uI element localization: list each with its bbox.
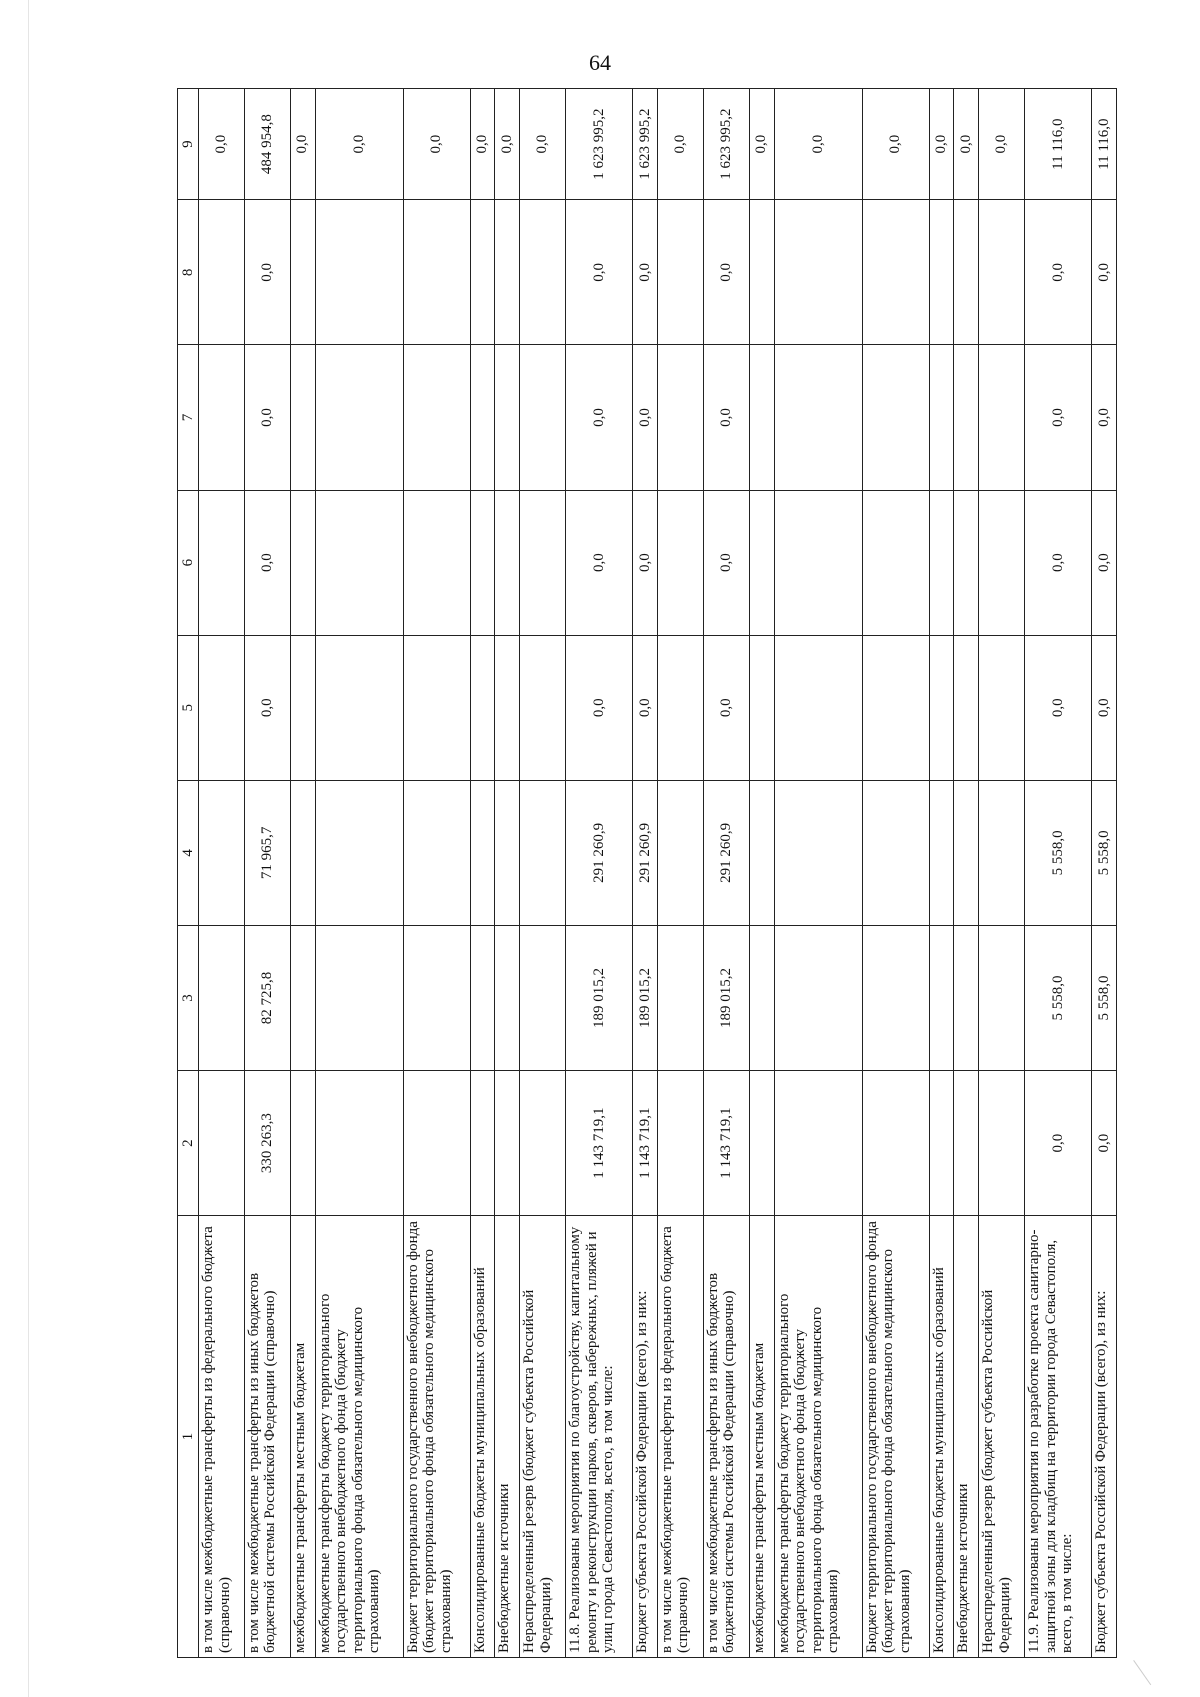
table-cell (657, 635, 703, 780)
table-cell: 1 623 995,2 (703, 89, 749, 200)
table-row (566, 89, 633, 1658)
table-cell (774, 780, 862, 925)
table-cell: 1 143 719,1 (703, 1071, 749, 1216)
table-cell (520, 490, 566, 635)
table-row (703, 89, 749, 1658)
row-label: межбюджетные трансферты бюджету территориального государственного внебюджетного фонда (бюджету территориального фонда обязательного медицинского страхования) (315, 1216, 403, 1658)
table-cell (929, 780, 954, 925)
table-cell (403, 780, 470, 925)
table-cell: 0,0 (954, 89, 979, 200)
table-cell (495, 1071, 520, 1216)
row-label: в том числе межбюджетные трансферты из федерального бюджета (справочно) (199, 1216, 245, 1658)
table-cell (954, 345, 979, 490)
column-header: 2 (178, 1071, 199, 1216)
row-label: в том числе межбюджетные трансферты из иных бюджетов бюджетной системы Российской Федерации (справочно) (703, 1216, 749, 1658)
table-cell: 0,0 (403, 89, 470, 200)
table-cell (199, 1071, 245, 1216)
table-cell: 5 558,0 (1025, 780, 1092, 925)
table-row (1025, 89, 1092, 1658)
table-row (495, 89, 520, 1658)
table-cell (290, 1071, 315, 1216)
table-cell (495, 490, 520, 635)
table-cell: 0,0 (566, 200, 633, 345)
table-cell (862, 345, 929, 490)
table-cell: 0,0 (244, 200, 290, 345)
table-row (244, 89, 290, 1658)
table-cell (749, 925, 774, 1070)
row-label: 11.9. Реализованы мероприятия по разработке проекта санитарно-защитной зоны для кладбищ на территории города Севастополя, всего, в том числе: (1025, 1216, 1092, 1658)
row-label: Внебюджетные источники (495, 1216, 520, 1658)
table-cell (290, 925, 315, 1070)
table-cell (495, 345, 520, 490)
table-cell (520, 925, 566, 1070)
rotated-table-container (177, 88, 1117, 1658)
table-cell (470, 925, 495, 1070)
column-header: 1 (178, 1216, 199, 1658)
table-cell (749, 490, 774, 635)
table-cell: 0,0 (315, 89, 403, 200)
table-cell (749, 635, 774, 780)
table-cell: 0,0 (1092, 490, 1117, 635)
table-cell: 0,0 (566, 490, 633, 635)
table-cell: 0,0 (703, 490, 749, 635)
table-cell (495, 200, 520, 345)
table-cell: 0,0 (1092, 635, 1117, 780)
table-row (979, 89, 1025, 1658)
table-cell: 0,0 (703, 345, 749, 490)
table-row (199, 89, 245, 1658)
table-cell: 0,0 (1092, 200, 1117, 345)
table-row (929, 89, 954, 1658)
table-row (954, 89, 979, 1658)
table-cell: 11 116,0 (1092, 89, 1117, 200)
table-cell: 0,0 (566, 635, 633, 780)
row-label: межбюджетные трансферты местным бюджетам (749, 1216, 774, 1658)
table-cell (199, 635, 245, 780)
table-cell (979, 925, 1025, 1070)
table-cell: 484 954,8 (244, 89, 290, 200)
table-cell: 0,0 (633, 490, 658, 635)
row-label: Консолидированные бюджеты муниципальных образований (470, 1216, 495, 1658)
table-cell: 0,0 (633, 635, 658, 780)
column-header: 6 (178, 490, 199, 635)
table-cell: 5 558,0 (1092, 925, 1117, 1070)
table-cell (929, 490, 954, 635)
row-label: в том числе межбюджетные трансферты из иных бюджетов бюджетной системы Российской Федерации (справочно) (244, 1216, 290, 1658)
table-cell (290, 200, 315, 345)
table-cell (199, 345, 245, 490)
table-cell: 0,0 (1092, 345, 1117, 490)
table-cell (520, 200, 566, 345)
table-cell (315, 925, 403, 1070)
table-cell (862, 490, 929, 635)
table-cell (929, 925, 954, 1070)
scan-artifact (1133, 1643, 1176, 1685)
table-cell (495, 925, 520, 1070)
table-cell (774, 1071, 862, 1216)
table-cell (774, 635, 862, 780)
table-cell (657, 200, 703, 345)
table-cell: 0,0 (244, 635, 290, 780)
table-cell (749, 780, 774, 925)
table-cell (979, 200, 1025, 345)
table-cell (520, 1071, 566, 1216)
table-cell (979, 1071, 1025, 1216)
table-cell (979, 345, 1025, 490)
table-cell (954, 635, 979, 780)
table-cell (199, 925, 245, 1070)
table-cell (657, 490, 703, 635)
table-cell: 0,0 (633, 345, 658, 490)
table-cell: 0,0 (979, 89, 1025, 200)
table-cell (403, 635, 470, 780)
row-label: в том числе межбюджетные трансферты из федерального бюджета (справочно) (657, 1216, 703, 1658)
table-cell (403, 345, 470, 490)
table-cell (954, 1071, 979, 1216)
row-label: Нераспределенный резерв (бюджет субъекта Российской Федерации) (979, 1216, 1025, 1658)
table-header-row (178, 89, 199, 1658)
table-cell (749, 1071, 774, 1216)
table-cell (495, 635, 520, 780)
table-cell: 1 623 995,2 (566, 89, 633, 200)
budget-table (177, 88, 1117, 1658)
table-cell: 5 558,0 (1092, 780, 1117, 925)
table-row (774, 89, 862, 1658)
table-cell (657, 1071, 703, 1216)
table-body (199, 89, 1117, 1658)
table-cell: 0,0 (749, 89, 774, 200)
row-label: Бюджет территориального государственного внебюджетного фонда (бюджет территориального фонда обязательного медицинского страхования) (403, 1216, 470, 1658)
table-cell: 0,0 (1025, 635, 1092, 780)
table-cell: 82 725,8 (244, 925, 290, 1070)
table-cell (199, 780, 245, 925)
table-cell (954, 780, 979, 925)
table-cell: 0,0 (929, 89, 954, 200)
table-cell (929, 345, 954, 490)
table-cell (403, 200, 470, 345)
row-label: Консолидированные бюджеты муниципальных образований (929, 1216, 954, 1658)
table-cell (749, 200, 774, 345)
table-row (520, 89, 566, 1658)
table-cell: 1 623 995,2 (633, 89, 658, 200)
table-cell (520, 635, 566, 780)
table-cell (470, 635, 495, 780)
table-cell (315, 780, 403, 925)
row-label: Бюджет территориального государственного внебюджетного фонда (бюджет территориального фонда обязательного медицинского страхования) (862, 1216, 929, 1658)
table-cell (862, 200, 929, 345)
page-number: 64 (589, 50, 611, 75)
table-cell: 0,0 (290, 89, 315, 200)
table-row (749, 89, 774, 1658)
table-cell (929, 635, 954, 780)
scan-edge (28, 0, 29, 1697)
column-header: 3 (178, 925, 199, 1070)
table-row (862, 89, 929, 1658)
table-cell (749, 345, 774, 490)
table-cell (290, 345, 315, 490)
table-cell: 189 015,2 (566, 925, 633, 1070)
table-cell (979, 780, 1025, 925)
table-cell: 0,0 (520, 89, 566, 200)
table-cell (657, 780, 703, 925)
table-cell: 0,0 (495, 89, 520, 200)
table-cell (954, 925, 979, 1070)
table-cell: 0,0 (1025, 490, 1092, 635)
table-cell: 291 260,9 (633, 780, 658, 925)
table-cell: 0,0 (633, 200, 658, 345)
table-cell: 0,0 (1092, 1071, 1117, 1216)
table-cell (774, 345, 862, 490)
table-cell (290, 490, 315, 635)
table-cell: 1 143 719,1 (566, 1071, 633, 1216)
table-cell: 0,0 (1025, 200, 1092, 345)
table-cell: 11 116,0 (1025, 89, 1092, 200)
table-row (470, 89, 495, 1658)
table-cell (862, 1071, 929, 1216)
row-label: Бюджет субъекта Российской Федерации (всего), из них: (1092, 1216, 1117, 1658)
table-cell (495, 780, 520, 925)
table-cell (290, 635, 315, 780)
column-header: 5 (178, 635, 199, 780)
table-cell: 1 143 719,1 (633, 1071, 658, 1216)
table-row (657, 89, 703, 1658)
table-row (290, 89, 315, 1658)
table-cell (520, 780, 566, 925)
row-label: Бюджет субъекта Российской Федерации (всего), из них: (633, 1216, 658, 1658)
table-cell (862, 925, 929, 1070)
table-cell: 189 015,2 (633, 925, 658, 1070)
table-cell (774, 490, 862, 635)
table-row (633, 89, 658, 1658)
table-cell (979, 490, 1025, 635)
table-cell (954, 200, 979, 345)
table-cell (470, 345, 495, 490)
table-cell: 330 263,3 (244, 1071, 290, 1216)
table-cell: 0,0 (1025, 1071, 1092, 1216)
table-cell (470, 780, 495, 925)
table-cell: 0,0 (244, 490, 290, 635)
table-cell (470, 1071, 495, 1216)
table-cell: 5 558,0 (1025, 925, 1092, 1070)
table-cell: 0,0 (703, 635, 749, 780)
row-label: Внебюджетные источники (954, 1216, 979, 1658)
table-cell (774, 925, 862, 1070)
table-cell (774, 200, 862, 345)
table-row (1092, 89, 1117, 1658)
table-cell: 0,0 (470, 89, 495, 200)
table-cell (929, 200, 954, 345)
table-cell (657, 345, 703, 490)
table-cell (862, 635, 929, 780)
table-cell: 0,0 (1025, 345, 1092, 490)
column-header: 4 (178, 780, 199, 925)
table-row (315, 89, 403, 1658)
table-cell (315, 635, 403, 780)
table-cell (470, 490, 495, 635)
column-header: 8 (178, 200, 199, 345)
table-cell (403, 490, 470, 635)
table-cell (929, 1071, 954, 1216)
table-cell (290, 780, 315, 925)
table-cell: 291 260,9 (703, 780, 749, 925)
table-cell (315, 200, 403, 345)
table-cell (315, 490, 403, 635)
table-cell: 71 965,7 (244, 780, 290, 925)
table-cell (199, 490, 245, 635)
table-cell (862, 780, 929, 925)
table-cell: 0,0 (774, 89, 862, 200)
table-cell (954, 490, 979, 635)
table-cell: 0,0 (703, 200, 749, 345)
table-cell (470, 200, 495, 345)
table-cell (403, 1071, 470, 1216)
table-cell (199, 200, 245, 345)
table-cell: 0,0 (862, 89, 929, 200)
table-cell: 189 015,2 (703, 925, 749, 1070)
row-label: 11.8. Реализованы мероприятия по благоустройству, капитальному ремонту и реконструкции парков, скверов, набережных, пляжей и улиц города Севастополя, всего, в том числе: (566, 1216, 633, 1658)
row-label: межбюджетные трансферты местным бюджетам (290, 1216, 315, 1658)
column-header: 7 (178, 345, 199, 490)
table-cell (979, 635, 1025, 780)
table-cell (520, 345, 566, 490)
table-cell: 291 260,9 (566, 780, 633, 925)
table-cell: 0,0 (244, 345, 290, 490)
table-cell: 0,0 (566, 345, 633, 490)
table-cell: 0,0 (657, 89, 703, 200)
row-label: Нераспределенный резерв (бюджет субъекта Российской Федерации) (520, 1216, 566, 1658)
row-label: межбюджетные трансферты бюджету территориального государственного внебюджетного фонда (бюджету территориального фонда обязательного медицинского страхования) (774, 1216, 862, 1658)
table-cell: 0,0 (199, 89, 245, 200)
table-cell (315, 345, 403, 490)
table-cell (657, 925, 703, 1070)
table-cell (403, 925, 470, 1070)
table-row (403, 89, 470, 1658)
column-header: 9 (178, 89, 199, 200)
table-cell (315, 1071, 403, 1216)
